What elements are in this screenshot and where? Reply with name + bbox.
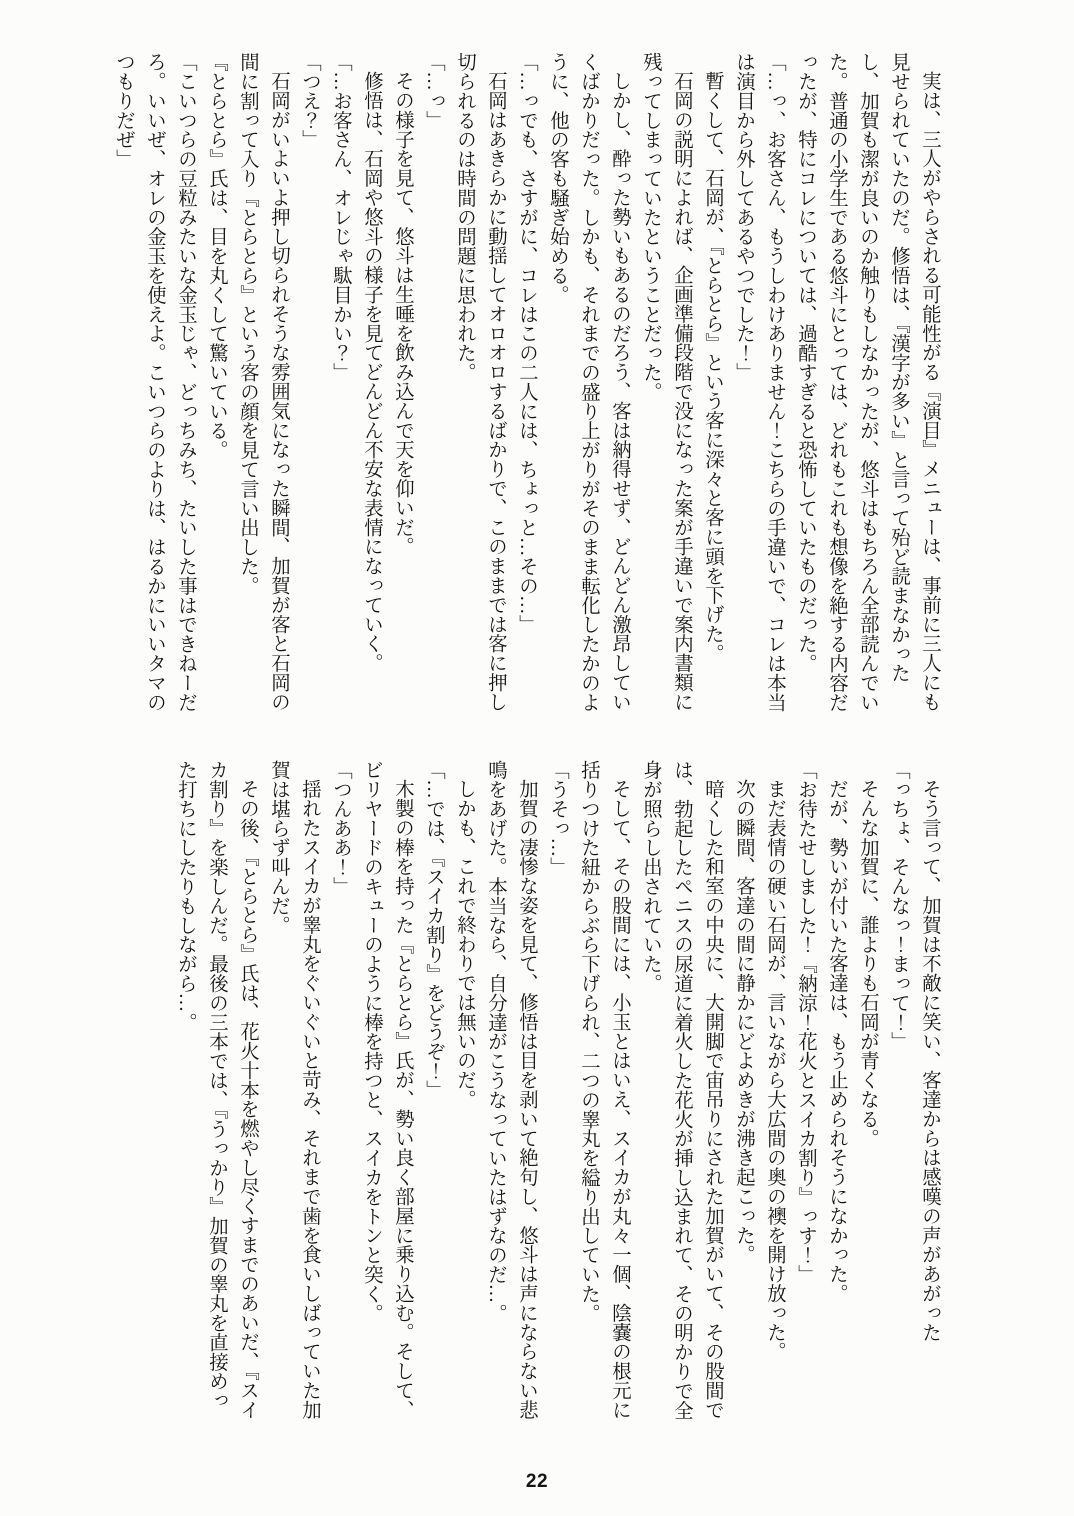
paragraph-dialogue: 「っちょ、そんなっ！まって！」 (888, 760, 909, 1051)
paragraph: しかも、これで終わりでは無いのだ。 (454, 779, 475, 1110)
paragraph-dialogue: 「こいつらの豆粒みたいな金玉じゃ、どっちみち、たいした事はできねーだろ。いいぜ、オレの金玉を使えよ。こいつらのよりは、はるかにいいタマのつもりだぜ」 (113, 52, 196, 712)
paragraph-dialogue: 「…お客さん、オレじゃ駄目かい？」 (330, 52, 351, 382)
paragraph: 木製の棒を持った『とらとら』氏が、勢い良く部屋に乗り込む。そして、ビリヤードのキューのように棒を持つと、スイカをトンと突く。 (361, 760, 413, 1420)
paragraph: その後、『とらとら』氏は、花火十本を燃やし尽くすまでのあいだ、『スイカ割り』を楽しんだ。最後の三本では、『うっかり』加賀の睾丸を直接めった打ちにしたりもしながら…。 (175, 760, 258, 1420)
paragraph: 石岡がいよいよ押し切られそうな雰囲気になった瞬間、加賀が客と石岡の間に割って入り『とらとら』という客の顔を見て言い出した。 (237, 52, 289, 712)
paragraph: 『とらとら』氏は、目を丸くして驚いている。 (206, 52, 227, 460)
paragraph: そう言って、加賀は不敵に笑い、客達からは感嘆の声があがった (919, 779, 940, 1342)
paragraph-dialogue: 「うそっ…」 (547, 760, 568, 877)
bottom-text-block (170, 760, 945, 1422)
paragraph: 加賀の凄惨な姿を見て、修悟は目を剥いて絶句し、悠斗は声にならない悲鳴をあげた。本当なら、自分達がこうなっていたはずなのだ…。 (485, 760, 537, 1420)
paragraph: 次の瞬間、客達の間に静かにどよめきが沸き起こった。 (733, 779, 754, 1265)
paragraph-dialogue: 「つえ？」 (299, 52, 320, 149)
paragraph-dialogue: 「お待たせしました！『納涼！花火とスイカ割り』っす！」 (795, 760, 816, 1284)
paragraph: そんな加賀に、誰よりも石岡が青くなる。 (857, 779, 878, 1148)
paragraph-dialogue: 「…では、『スイカ割り』をどうぞ！」 (423, 760, 444, 1100)
paragraph: 揺れたスイカが睾丸をぐいぐいと苛み、それまで歯を食いしばっていた加賀は堪らず叫んだ。 (268, 760, 320, 1420)
page-number: 22 (525, 1471, 549, 1492)
paragraph: まだ表情の硬い石岡が、言いながら大広間の奥の襖を開け放った。 (764, 779, 785, 1362)
paragraph-dialogue: 「…っ、お客さん、もうしわけありません！こちらの手違いで、コレは本当は演目から外してあるやつでした！」 (733, 52, 785, 712)
paragraph: 暗くした和室の中央に、大開脚で宙吊りにされた加賀がいて、その股間では、勃起したペニスの尿道に着火した花火が挿し込まれて、その明かりで全身が照らし出されていた。 (640, 760, 723, 1420)
paragraph-dialogue: 「…っでも、さすがに、コレはこの二人には、ちょっと…その…」 (516, 52, 537, 634)
paragraph-dialogue: 「つんああ！」 (330, 760, 351, 896)
top-text-block (108, 52, 945, 714)
paragraph: だが、勢いが付いた客達は、もう止められそうになかった。 (826, 779, 847, 1304)
paragraph: 実は、三人がやらされる可能性がる『演目』メニューは、事前に三人にも見せられていたのだ。修悟は、『漢字が多い』と言って殆ど読まなかったし、加賀も潔が良いのか触りもしなかったが、悠斗はもちろん全部読んでいた。普通の小学生である悠斗にとっては、どれもこれも想像を絶する内容だったが、特にコレについては、過酷すぎると恐怖していたものだった。 (795, 52, 940, 712)
paragraph: 石岡の説明によれば、企画準備段階で没になった案が手違いで案内書類に残ってしまっていたということだった。 (640, 52, 692, 712)
paragraph-dialogue: 「…っ」 (423, 52, 444, 130)
paragraph: 暫くして、石岡が、『とらとら』という客に深々と客に頭を下げた。 (702, 71, 723, 664)
paragraph: そして、その股間には、小玉とはいえ、スイカが丸々一個、陰嚢の根元に括りつけた紐からぶら下げられ、二つの睾丸を縊り出していた。 (578, 760, 630, 1420)
paragraph: その様子を見て、悠斗は生唾を飲み込んで天を仰いだ。 (392, 71, 413, 557)
paragraph: 修悟は、石岡や悠斗の様子を見てどんどん不安な表情になっていく。 (361, 71, 382, 673)
paragraph: 石岡はあきらかに動揺してオロオロするばかりで、このままでは客に押し切られるのは時間の問題に思われた。 (454, 52, 506, 712)
paragraph: しかし、酔った勢いもあるのだろう、客は納得せず、どんどん激昂していくばかりだった。しかも、それまでの盛り上がりがそのまま転化したかのように、他の客も騒ぎ始める。 (547, 52, 630, 712)
